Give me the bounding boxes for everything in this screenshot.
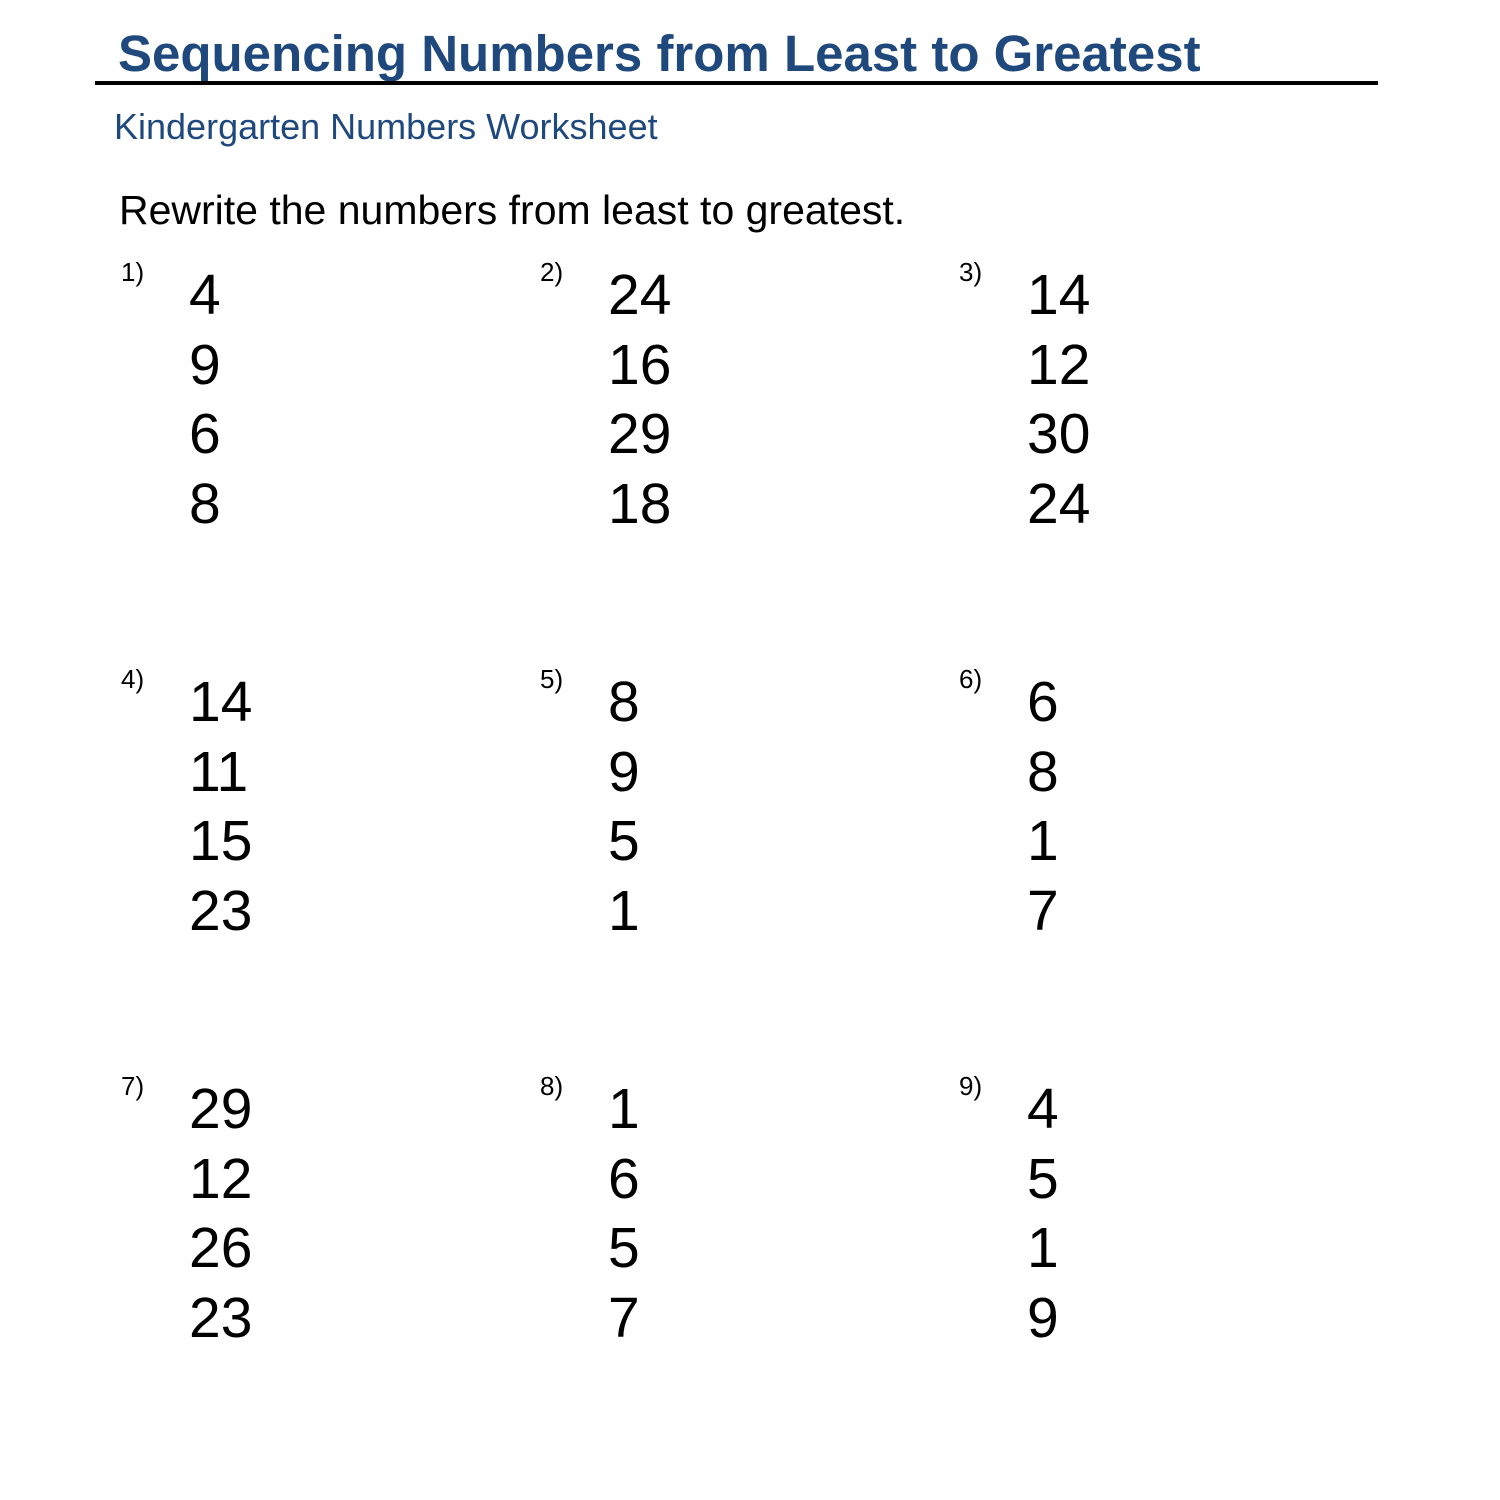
list-item: 6 — [1027, 670, 1059, 734]
list-item: 15 — [189, 809, 253, 873]
list-item: 9 — [608, 739, 640, 804]
problem-number: 7) — [121, 1071, 145, 1101]
worksheet-instructions: Rewrite the numbers from least to greatest. — [119, 187, 906, 233]
worksheet-title: Sequencing Numbers from Least to Greatest — [118, 25, 1201, 82]
number-list — [189, 1075, 252, 1353]
problem-number: 4) — [121, 664, 145, 694]
list-item: 1 — [1027, 809, 1059, 873]
list-item: 7 — [1027, 878, 1059, 943]
problem-1 — [121, 257, 481, 557]
problem-6 — [959, 664, 1319, 964]
list-item: 6 — [189, 402, 221, 466]
list-item: 8 — [189, 471, 221, 536]
problem-2 — [540, 257, 900, 557]
number-list — [608, 1075, 640, 1353]
problem-9 — [959, 1071, 1319, 1371]
list-item: 23 — [189, 1285, 253, 1350]
problem-number: 2) — [540, 257, 564, 287]
list-item: 24 — [608, 263, 672, 327]
list-item: 4 — [1027, 1077, 1059, 1141]
title-underline — [95, 81, 1378, 85]
list-item: 16 — [608, 332, 672, 397]
list-item: 6 — [608, 1146, 640, 1211]
list-item: 9 — [1027, 1285, 1059, 1350]
problem-8 — [540, 1071, 900, 1371]
list-item: 18 — [608, 471, 672, 536]
problem-4 — [121, 664, 481, 964]
list-item: 29 — [189, 1077, 253, 1141]
list-item: 11 — [189, 739, 249, 804]
list-item: 5 — [608, 809, 640, 873]
list-item: 30 — [1027, 402, 1091, 466]
list-item: 14 — [1027, 263, 1091, 327]
number-list — [189, 261, 221, 539]
list-item: 8 — [608, 670, 640, 734]
list-item: 24 — [1027, 471, 1091, 536]
list-item: 14 — [189, 670, 253, 734]
worksheet-subtitle: Kindergarten Numbers Worksheet — [114, 106, 658, 147]
problem-7 — [121, 1071, 481, 1371]
list-item: 9 — [189, 332, 221, 397]
list-item: 8 — [1027, 739, 1059, 804]
number-list — [1027, 668, 1059, 946]
list-item: 1 — [1027, 1216, 1059, 1280]
problem-number: 3) — [959, 257, 983, 287]
number-list — [1027, 1075, 1059, 1353]
number-list — [1027, 261, 1090, 539]
list-item: 4 — [189, 263, 221, 327]
number-list — [608, 668, 640, 946]
list-item: 1 — [608, 878, 640, 943]
problem-number: 5) — [540, 664, 564, 694]
problem-3 — [959, 257, 1319, 557]
list-item: 7 — [608, 1285, 640, 1350]
list-item: 29 — [608, 402, 672, 466]
list-item: 26 — [189, 1216, 253, 1280]
number-list — [608, 261, 671, 539]
list-item: 1 — [608, 1077, 640, 1141]
list-item: 5 — [608, 1216, 640, 1280]
list-item: 23 — [189, 878, 253, 943]
problem-number: 8) — [540, 1071, 564, 1101]
problem-number: 1) — [121, 257, 145, 287]
problem-number: 6) — [959, 664, 983, 694]
list-item: 12 — [1027, 332, 1091, 397]
number-list — [189, 668, 252, 946]
list-item: 12 — [189, 1146, 253, 1211]
list-item: 5 — [1027, 1146, 1059, 1211]
problem-5 — [540, 664, 900, 964]
problem-number: 9) — [959, 1071, 983, 1101]
